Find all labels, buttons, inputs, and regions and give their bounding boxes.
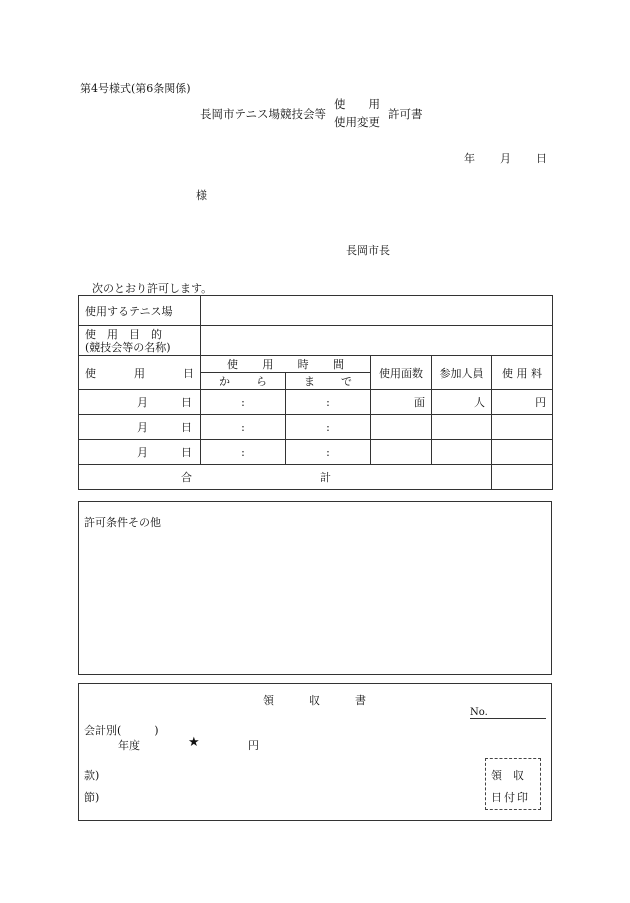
date-day: 日: [536, 152, 547, 165]
total-label-char: 計: [320, 471, 331, 484]
star-icon: ★: [188, 735, 200, 750]
use-date-header-char: 日: [183, 366, 194, 380]
area-cell: 面: [371, 390, 432, 415]
purpose-label-line2: (競技会等の名称): [85, 340, 171, 354]
use-time-header-char: 用: [262, 358, 274, 371]
title-option-change: 使用変更: [334, 115, 380, 129]
day-text: 日: [181, 446, 192, 459]
use-time-header-char: 間: [332, 358, 344, 371]
tennis-court-value: [201, 296, 553, 326]
to-cell: :: [286, 390, 371, 415]
total-label-char: 合: [181, 471, 192, 484]
month-text: 月: [137, 421, 148, 434]
table-row: [79, 440, 553, 465]
title-option-use: 使 用: [334, 97, 380, 111]
setsu-label: 節): [84, 791, 100, 804]
fee-header: 使 用 料: [492, 356, 553, 390]
use-date-header-char: 用: [134, 366, 145, 380]
from-cell: :: [201, 415, 286, 440]
fee-cell: [492, 415, 553, 440]
date-cell: [79, 440, 201, 465]
tennis-court-label: 使用するテニス場: [79, 296, 201, 326]
use-time-header: [201, 356, 371, 373]
fiscal-year-label: 年度: [118, 739, 140, 752]
to-header-char: ま: [304, 375, 315, 388]
to-header: [286, 373, 371, 390]
receipt-title-char: 書: [355, 694, 366, 707]
permit-table: [78, 295, 553, 490]
to-cell: :: [286, 415, 371, 440]
people-cell: [432, 440, 492, 465]
purpose-label-line1: 使 用 目 的: [85, 327, 162, 341]
date-year: 年: [464, 152, 475, 165]
from-cell: :: [201, 440, 286, 465]
receipt-title-char: 領: [263, 694, 274, 707]
yen-label: 円: [248, 739, 259, 752]
day-text: 日: [181, 421, 192, 434]
use-date-header: [79, 356, 201, 390]
title-prefix: 長岡市テニス場競技会等: [200, 107, 327, 121]
total-label: [79, 465, 492, 490]
from-header-char: ら: [256, 375, 267, 388]
from-cell: :: [201, 390, 286, 415]
people-cell: [432, 415, 492, 440]
month-text: 月: [137, 446, 148, 459]
receipt-no-line: [470, 718, 546, 719]
from-header-char: か: [219, 375, 230, 388]
fee-cell: 円: [492, 390, 553, 415]
date-cell: [79, 415, 201, 440]
title-suffix: 許可書: [388, 107, 423, 121]
fee-cell: [492, 440, 553, 465]
receipt-date-stamp-box: [485, 758, 541, 810]
use-date-header-char: 使: [85, 366, 96, 380]
receipt-title-char: 収: [309, 694, 320, 707]
area-cell: [371, 415, 432, 440]
intro-text: 次のとおり許可します。: [92, 282, 213, 295]
use-time-header-char: 使: [227, 358, 238, 371]
to-header-char: で: [341, 375, 352, 388]
use-time-header-char: 時: [297, 358, 309, 371]
total-row: [79, 465, 553, 490]
area-cell: [371, 440, 432, 465]
date-cell: [79, 390, 201, 415]
stamp-line2: 日付印: [491, 791, 530, 804]
people-cell: 人: [432, 390, 492, 415]
purpose-value: [201, 326, 553, 356]
from-header: [201, 373, 286, 390]
table-row: [79, 415, 553, 440]
date-month: 月: [500, 152, 511, 165]
month-text: 月: [137, 396, 148, 409]
stamp-line1: 領 収: [491, 769, 524, 782]
table-row: [79, 390, 553, 415]
to-cell: :: [286, 440, 371, 465]
account-label: 会計別( ): [84, 724, 159, 737]
receipt-no-label: No.: [470, 707, 488, 718]
form-number: 第4号様式(第6条関係): [80, 82, 191, 95]
people-header: 参加人員: [432, 356, 492, 390]
purpose-label: [79, 326, 201, 356]
kan-label: 款): [84, 769, 100, 782]
conditions-label: 許可条件その他: [84, 516, 161, 529]
issuer: 長岡市長: [346, 244, 390, 257]
conditions-box: [78, 501, 552, 675]
day-text: 日: [181, 396, 192, 409]
addressee-suffix: 様: [196, 189, 207, 202]
area-header: 使用面数: [371, 356, 432, 390]
total-value: [492, 465, 553, 490]
